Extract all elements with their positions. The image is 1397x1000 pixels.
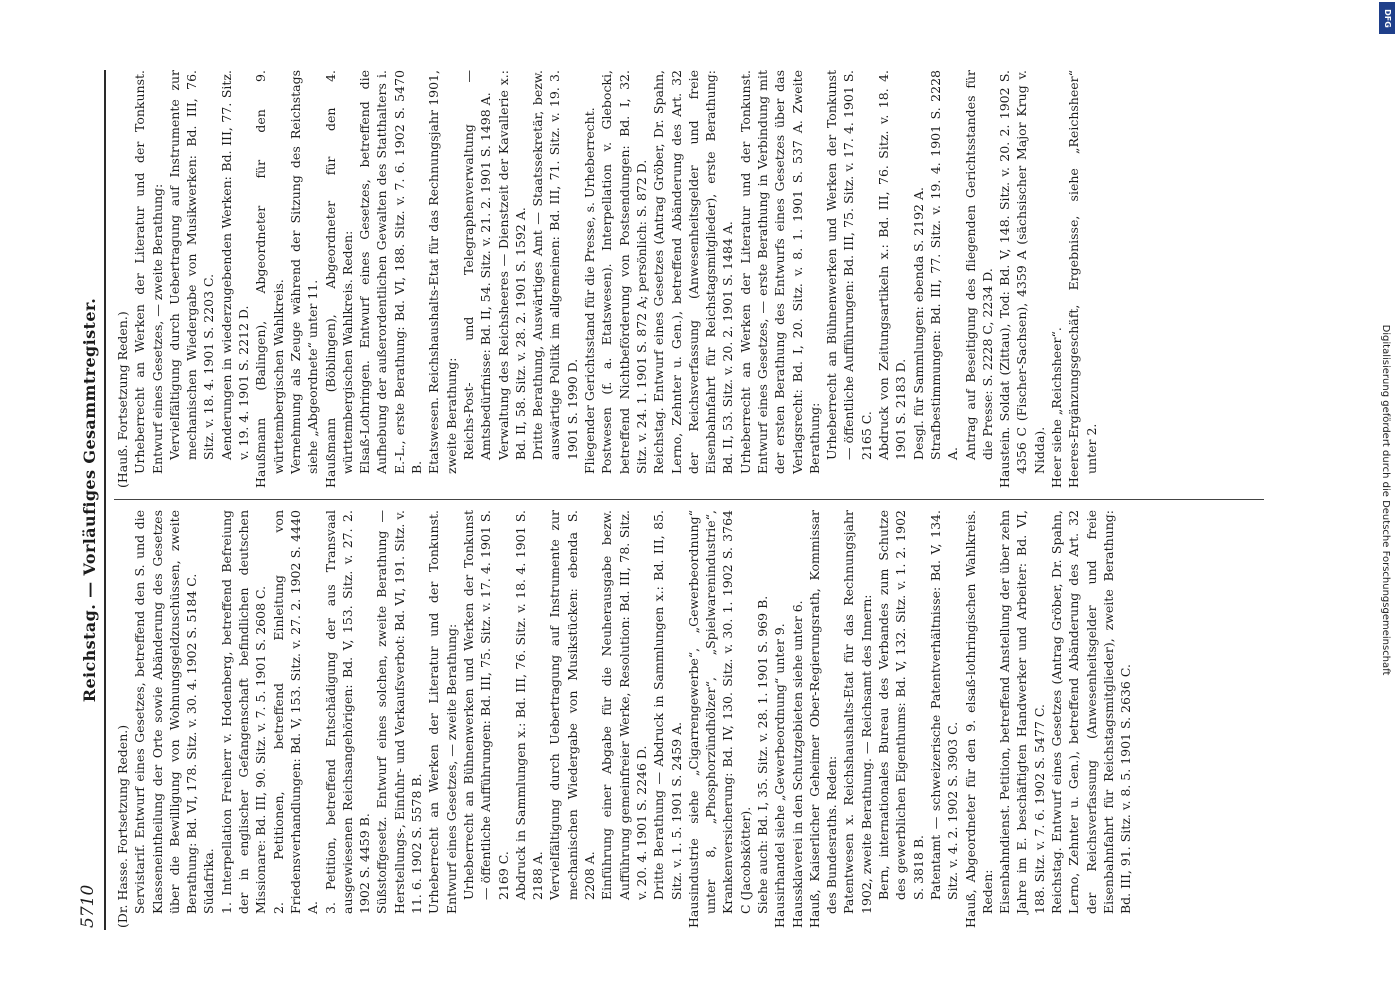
index-entry: Urheberrecht an Werken der Literatur und der Tonkunst. Entwurf eines Gesetzes, — erste Berathung in Verbindung mit der ersten Berathung des Entwurfs eines Gesetzes über das Verlagsrecht: Bd. I, 20. Sitz. v. 8. 1. 1901 S. 537 A. Zweite Berathung: [737,70,822,474]
funding-notice: Digitalisierung gefördert durch die Deutsche Forschungsgemeinschaft [1380,324,1391,676]
index-entry: Eisenbahndienst. Petition, betreffend Anstellung der über zehn Jahre im E. beschäftigten Handwerker und Arbeiter: Bd. VI, 188. Sitz. v. 7. 6. 1902 S. 5477 C. [997,510,1047,914]
index-entry: Haussklaverei in den Schutzgebieten siehe unter 6. [789,600,805,928]
index-entry: Hausindustrie siehe „Cigarrengewerbe“, „Gewerbeordnung“ unter 8, „Phosphorzündhölzer“, „Spielwarenindustrie“, Krankenversicherung: Bd. IV, 130. Sitz. v. 30. 1. 1902 S. 3764 C (Jacobskötter). [685,510,753,928]
index-entry: Elsaß-Lothringen. Entwurf eines Gesetzes, betreffend die Aufhebung der außerordentlichen Gewalten des Statthalters i. E.-L., erste Berathung: Bd. VI, 188. Sitz. v. 7. 6. 1902 S. 5470 B. [357,70,425,474]
index-entry: Bern, internationales Bureau des Verbandes zum Schutze des gewerblichen Eigenthums: Bd. V, 132. Sitz. v. 1. 2. 1902 S. 3818 B. [876,510,926,900]
running-head: Reichstag. — Vorläufiges Gesammtregister. [80,297,99,703]
index-entry: (Dr. Hasse. Fortsetzung Reden.) [115,724,130,928]
index-entry: Hausirhandel siehe „Gewerbeordnung“ unter 9. [772,623,788,928]
index-entry: Desgl. für Sammlungen: ebenda S. 2192 A. [910,187,926,460]
index-entry: 1. Interpellation Freiherr v. Hodenberg, betreffend Befreiung der in englischer Gefangenschaft befindlichen deutschen Missionare: Bd. III, 90. Sitz. v. 7. 5. 1901 S. 2608 C. [218,510,269,914]
index-entry: Südafrika. [201,848,217,914]
index-entry: Vervielfältigung durch Uebertragung auf Instrumente zur mechanischen Wiedergabe von Musikstücken: ebenda S. 2208 A. [547,510,598,900]
right-column [114,70,1100,488]
index-entry: Haußmann (Böblingen), Abgeordneter für den 4. württembergischen Wahlkreis. Reden: [322,70,355,488]
index-entry: Reichs-Post- und Telegraphenverwaltung — Amtsbedürfnisse: Bd. II, 54. Sitz. v. 21. 2. 1901 S. 1498 A. [460,70,494,460]
index-entry: Dritte Berathung — Abdruck in Sammlungen x.: Bd. III, 85. Sitz. v. 1. 5. 1901 S. 2459 A. [651,510,684,900]
column-divider [114,499,1264,500]
index-entry: Fliegender Gerichtsstand für die Presse, s. Urheberrecht. [582,107,598,474]
index-entry: Urheberrecht an Bühnenwerken und Werken der Tonkunst — öffentliche Aufführungen: Bd. III, 75. Sitz. v. 17. 4. 1901 S. 2165 C. [824,70,874,460]
index-entry: Heer siehe „Reichsheer“. [1049,327,1065,488]
index-entry: Aenderungen in wiederzugebenden Werken: Bd. III, 77. Sitz. v. 19. 4. 1901 S. 2212 D. [218,70,252,460]
dfg-logo: DFG [1379,2,1395,34]
index-entry: Reichstag. Entwurf eines Gesetzes (Antrag Gröber, Dr. Spahn, Lerno, Zehnter u. Gen.), betreffend Abänderung des Art. 32 der Reichsverfassung (Anwesenheitsgelder und freie Eisenbahnfahrt für Reichstagsmitglieder), erste Berathung: Bd. II, 53. Sitz. v. 20. 2. 1901 S. 1484 A. [651,70,736,474]
index-entry: Verwaltung des Reichsheeres — Dienstzeit der Kavallerie x.: Bd. II, 58. Sitz. v. 28. 2. 1901 S. 1592 A. [495,70,528,460]
index-entry: Patentwesen x. Reichshaushalts-Etat für das Rechnungsjahr 1902, zweite Berathung. — Reichsamt des Innern: [841,510,874,914]
header-rule [104,70,106,930]
index-entry: Urheberrecht an Werken der Literatur und der Tonkunst. Entwurf eines Gesetzes, — zweite Berathung: [426,510,459,914]
index-entry: Servistarif. Entwurf eines Gesetzes, betreffend den S. und die Klasseneintheilung der Orte sowie Abänderung des Gesetzes über die Bewilligung von Wohnungsgeldzuschüssen, zweite Berathung: Bd. VI, 178. Sitz. v. 30. 4. 1902 S. 5184 C. [132,510,200,914]
index-entry: Vernehmung als Zeuge während der Sitzung des Reichstags siehe „Abgeordnete“ unter 11. [287,70,321,474]
index-entry: Reichstag. Entwurf eines Gesetzes (Antrag Gröber, Dr. Spahn, Lerno, Zehnter u. Gen.), betreffend Abänderung des Art. 32 der Reichsverfassung (Anwesenheitsgelder und freie Eisenbahnfahrt für Reichstagsmitglieder), zweite Berathung: Bd. III, 91. Sitz. v. 8. 5. 1901 S. 2636 C. [1049,510,1134,914]
index-entry: Einführung einer Abgabe für die Neuherausgabe bezw. Aufführung gemeinfreier Werke, Resolution: Bd. III, 78. Sitz. v. 20. 4. 1901 S. 2246 D. [599,510,649,900]
index-entry: Dritte Berathung, Auswärtiges Amt — Staatssekretär, bezw. auswärtige Politik im allgemeinen: Bd. III, 71. Sitz. v. 19. 3. 1901 S. 1990 D. [530,70,580,460]
index-entry: Hauß, Abgeordneter für den 9. elsaß-lothringischen Wahlkreis. Reden: [962,510,995,928]
index-entry: Patentamt — schweizerische Patentverhältnisse: Bd. V, 134. Sitz. v. 4. 2. 1902 S. 3903 C. [927,510,961,900]
index-entry: Haustein. Soldat (Zittau), Tod: Bd. V, 148. Sitz. v. 20. 2. 1902 S. 4356 C (Fischer-Sachsen), 4359 A (sächsischer Major Krug v. Nidda). [997,70,1047,488]
index-entry: Postwesen (f. a. Etatswesen). Interpellation v. Glebocki, betreffend Nichtbeförderung von Postsendungen: Bd. I, 32. Sitz. v. 24. 1. 1901 S. 872 A; persönlich: S. 872 D. [599,70,649,474]
index-entry: Urheberrecht an Bühnenwerken und Werken der Tonkunst — öffentliche Aufführungen: Bd. III, 75. Sitz. v. 17. 4. 1901 S. 2169 C. [460,510,511,900]
index-entry: Strafbestimmungen: Bd. III, 77. Sitz. v. 19. 4. 1901 S. 2228 A. [927,70,961,460]
index-entry: 3. Petition, betreffend Entschädigung der aus Transvaal ausgewiesenen Reichsangehörigen: Bd. V, 153. Sitz. v. 27. 2. 1902 S. 4459 B. [322,510,373,914]
index-entry: Hauß, Kaiserlicher Geheimer Ober-Regierungsrath, Kommissar des Bundesraths. Reden: [806,510,840,928]
index-entry: Etatswesen. Reichshaushalts-Etat für das Rechnungsjahr 1901, zweite Berathung: [426,70,459,474]
index-entry: Abdruck von Zeitungsartikeln x.: Bd. III, 76. Sitz. v. 18. 4. 1901 S. 2183 D. [876,70,909,460]
index-entry: 2. Petitionen, betreffend Einleitung von Friedensverhandlungen: Bd. V, 153. Sitz. v. 27. 2. 1902 S. 4440 A. [270,510,321,914]
left-column [114,510,1135,928]
index-entry: Abdruck in Sammlungen x.: Bd. III, 76. Sitz. v. 18. 4. 1901 S. 2188 A. [512,510,546,900]
index-entry: Antrag auf Beseitigung des fliegenden Gerichtsstandes für die Presse: S. 2228 C, 2234 D. [962,70,995,460]
sidebar [1373,0,1397,1000]
index-entry: Haußmann (Balingen), Abgeordneter für den 9. württembergischen Wahlkreis. [253,70,286,488]
index-entry: Urheberrecht an Werken der Literatur und der Tonkunst. Entwurf eines Gesetzes, — zweite Berathung: [132,70,165,474]
page-number: 5710 [78,884,98,928]
index-entry: Süßstoffgesetz. Entwurf eines solchen, zweite Berathung — Herstellungs-, Einfuhr- und Verkaufsverbot: Bd. VI, 191. Sitz. v. 11. 6. 1902 S. 5578 B. [374,510,425,914]
index-entry: (Hauß. Fortsetzung Reden.) [115,311,130,488]
index-entry: Vervielfältigung durch Uebertragung auf Instrumente zur mechanischen Wiedergabe von Musikwerken: Bd. III, 76. Sitz. v. 18. 4. 1901 S. 2203 C. [166,70,217,460]
index-entry: Siehe auch: Bd. I, 35. Sitz. v. 28. 1. 1901 S. 969 B. [754,595,770,914]
index-entry: Heeres-Ergänzungsgeschäft, Ergebnisse, siehe „Reichsheer“ unter 2. [1066,70,1099,488]
